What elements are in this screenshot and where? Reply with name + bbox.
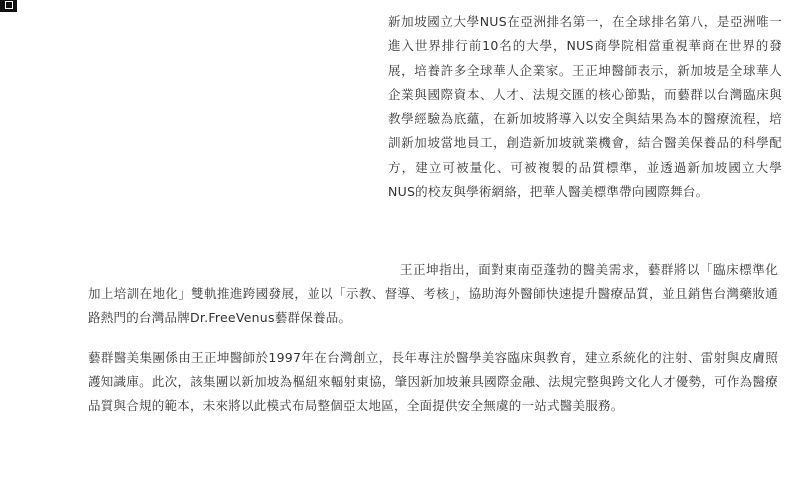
article-body [88, 0, 788, 494]
square-icon [5, 1, 13, 9]
article-paragraph: 藝群醫美集團係由王正坤醫師於1997年在台灣創立，長年專注於醫學美容臨床與教育，建立系統化的注射、雷射與皮膚照護知識庫。此次，該集團以新加坡為樞紐來輻射東協，肇因新加坡兼具國際金融、法規完整與跨文化人才優勢，可作為醫療品質與合規的範本，未來將以此模式布局整個亞太地區，全面提供安全無虞的一站式醫美服務。 [88, 350, 778, 413]
article-paragraph: 王正坤指出，面對東南亞蓬勃的醫美需求，藝群將以「臨床標準化加上培訓在地化」雙軌推進跨國發展，並以「示教、督導、考核」，協助海外醫師快速提升醫療品質，並且銷售台灣藥妝通路熱門的台灣品牌Dr.FreeVenus藝群保養品。 [88, 262, 778, 325]
corner-badge [0, 0, 17, 12]
article-paragraph: 新加坡國立大學NUS在亞洲排名第一，在全球排名第八，是亞洲唯一進入世界排行前10名的大學，NUS商學院相當重視華商在世界的發展，培養許多全球華人企業家。王正坤醫師表示，新加坡是全球華人企業與國際資本、人才、法規交匯的核心節點，而藝群以台灣臨床與教學經驗為底蘊，在新加坡將導入以安全與結果為本的醫療流程，培訓新加坡當地員工，創造新加坡就業機會，結合醫美保養品的科學配方，建立可被量化、可被複製的品質標準，並透過新加坡國立大學NUS的校友與學術網絡，把華人醫美標準帶向國際舞台。 [388, 14, 782, 200]
